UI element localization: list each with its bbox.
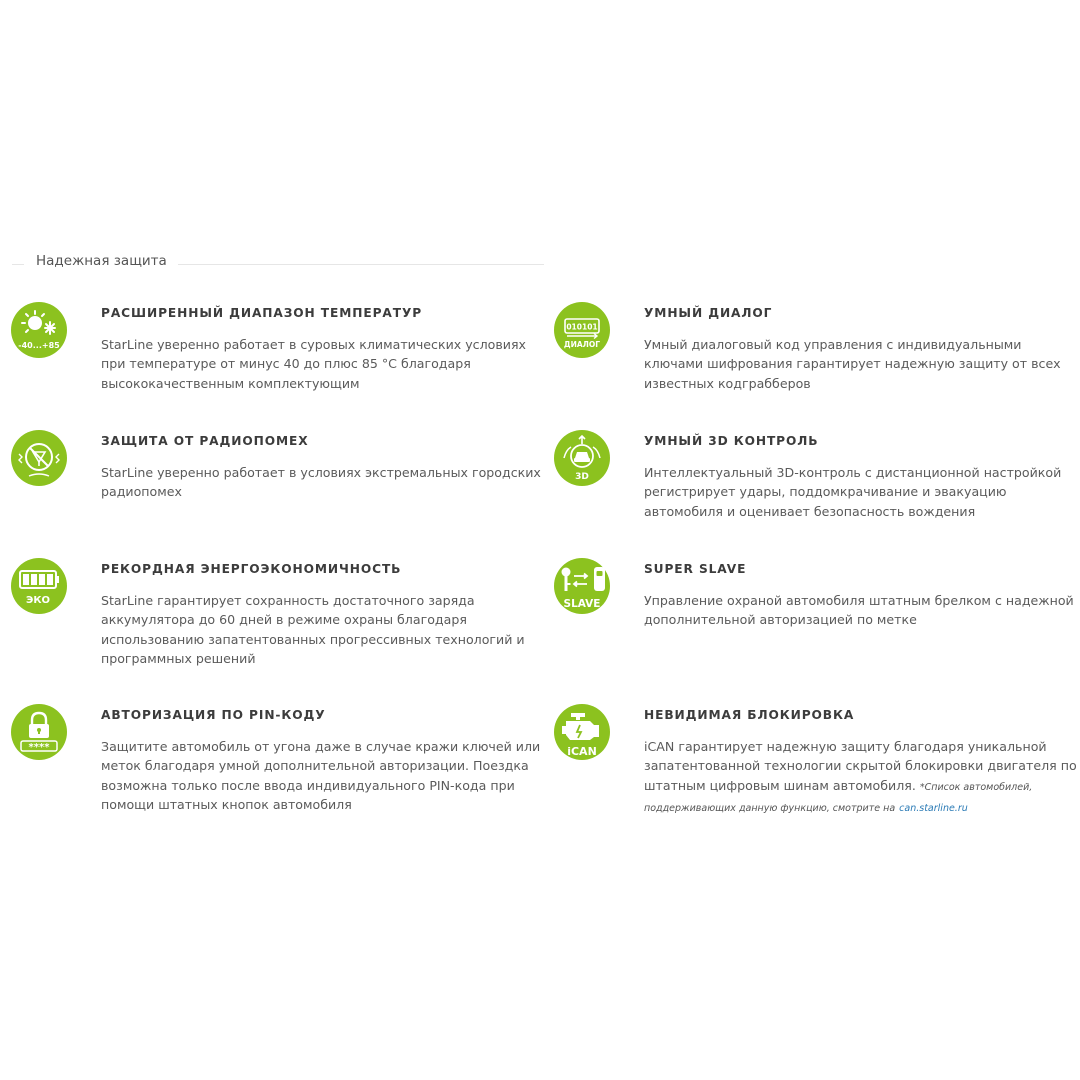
feature-title: УМНЫЙ 3D КОНТРОЛЬ: [644, 434, 819, 448]
feature-description: StarLine уверенно работает в условиях экстремальных городских радиопомех: [101, 465, 541, 500]
feature-title: УМНЫЙ ДИАЛОГ: [644, 306, 773, 320]
super-slave-key-icon: [554, 558, 610, 614]
dialog-code-icon: [554, 302, 610, 358]
feature-description-text: iCAN гарантирует надежную защиту благодаря уникальной запатентованной технологии скрытой блокировки двигателя по штатным цифровым шинам автомобиля.: [644, 739, 1077, 793]
pin-lock-icon: [11, 704, 67, 760]
feature-description: StarLine гарантирует сохранность достаточного заряда аккумулятора до 60 дней в режиме охраны благодаря использованию запатентованных прогрессивных технологий и программных решений: [101, 593, 525, 666]
feature-description: Умный диалоговый код управления с индивидуальными ключами шифрования гарантирует надежную защиту от всех известных кодграбберов: [644, 337, 1061, 391]
divider-right: [178, 264, 544, 265]
feature-title: АВТОРИЗАЦИЯ ПО PIN-КОДУ: [101, 708, 326, 722]
ican-icon-label: iCAN: [567, 745, 597, 758]
dialog-icon-code: 010101: [566, 322, 598, 332]
feature-description: Управление охраной автомобиля штатным брелком с надежной дополнительной авторизацией по метке: [644, 593, 1074, 628]
pin-icon-label: ****: [28, 742, 50, 753]
section-title: Надежная защита: [36, 253, 167, 269]
ican-engine-icon: [554, 704, 610, 760]
3d-icon-label: 3D: [575, 472, 589, 482]
eco-icon-label: ЭКО: [25, 595, 51, 606]
radio-interference-icon: [11, 430, 67, 486]
feature-description: StarLine уверенно работает в суровых климатических условиях при температуре от минус 40 до плюс 85 °С благодаря высококачественным комплектующим: [101, 337, 526, 391]
slave-icon-label: SLAVE: [563, 598, 601, 610]
feature-title: РАСШИРЕННЫЙ ДИАПАЗОН ТЕМПЕРАТУР: [101, 306, 423, 320]
temperature-icon-label: -40...+85: [18, 341, 60, 350]
feature-title: РЕКОРДНАЯ ЭНЕРГОЭКОНОМИЧНОСТЬ: [101, 562, 402, 576]
feature-footnote: *Список автомобилей, поддерживающих данную функцию, смотрите на: [644, 781, 1033, 814]
dialog-icon-label: ДИАЛОГ: [563, 340, 601, 349]
feature-description: Интеллектуальный 3D-контроль с дистанционной настройкой регистрирует удары, поддомкрачивание и эвакуацию автомобиля и оценивает безопасность вождения: [644, 465, 1062, 519]
eco-battery-icon: [11, 558, 67, 614]
feature-description: [644, 737, 1080, 818]
feature-title: ЗАЩИТА ОТ РАДИОПОМЕХ: [101, 434, 309, 448]
feature-title: SUPER SLAVE: [644, 562, 747, 576]
divider-left: [12, 264, 24, 265]
3d-control-car-icon: [554, 430, 610, 486]
section-header: [12, 252, 544, 274]
feature-description: Защитите автомобиль от угона даже в случае кражи ключей или меток благодаря умной дополнительной авторизации. Поездка возможна только после ввода индивидуального PIN-кода при помощи штатных кнопок автомобиля: [101, 739, 541, 812]
can-starline-link[interactable]: can.starline.ru: [899, 802, 968, 814]
feature-title: НЕВИДИМАЯ БЛОКИРОВКА: [644, 708, 855, 722]
temperature-sun-snow-icon: [11, 302, 67, 358]
